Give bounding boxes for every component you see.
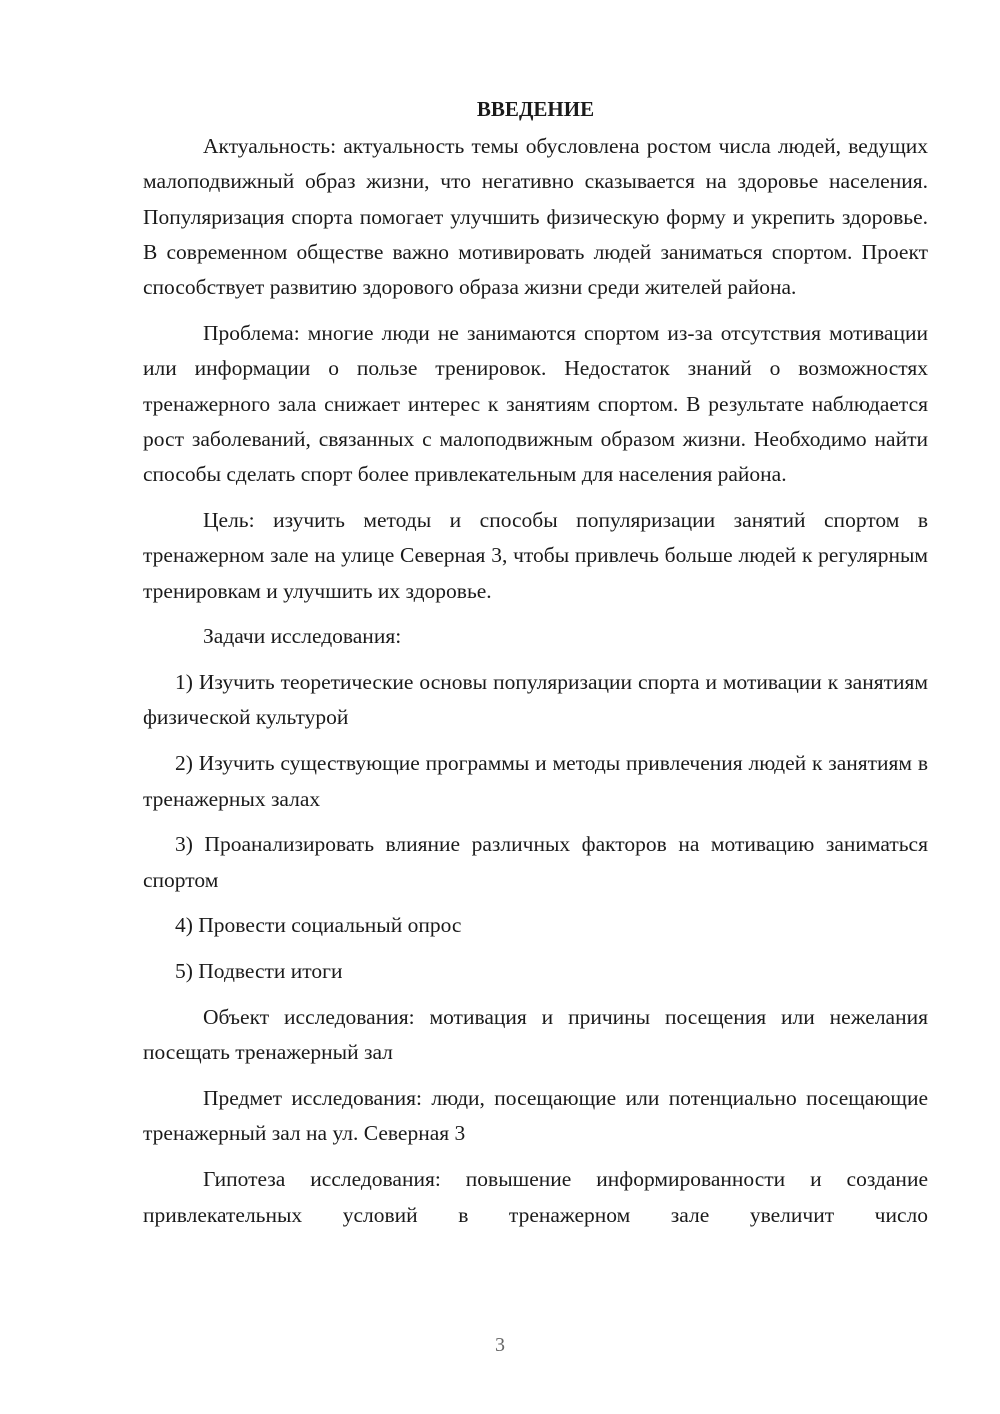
relevance-paragraph: Актуальность: актуальность темы обусловлена ростом числа людей, ведущих малоподвижный образ жизни, что негативно сказывается на здоровье населения. Популяризация спорта помогает улучшить физическую форму и укрепить здоровье. В современном обществе важно мотивировать людей заниматься спортом. Проект способствует развитию здорового образа жизни среди жителей района. [143, 134, 928, 300]
hypothesis-paragraph: Гипотеза исследования: повышение информированности и создание привлекательных условий в тренажерном зале увеличит число [143, 1167, 928, 1227]
task-item-3: 3) Проанализировать влияние различных факторов на мотивацию заниматься спортом [143, 832, 928, 892]
object-paragraph: Объект исследования: мотивация и причины посещения или нежелания посещать тренажерный зал [143, 1005, 928, 1065]
task-item-4: 4) Провести социальный опрос [175, 913, 462, 938]
section-heading: ВВЕДЕНИЕ [476, 97, 595, 121]
task-item-5: 5) Подвести итоги [175, 959, 343, 984]
goal-paragraph: Цель: изучить методы и способы популяризации занятий спортом в тренажерном зале на улице Северная 3, чтобы привлечь больше людей к регулярным тренировкам и улучшить их здоровье. [143, 507, 928, 603]
tasks-title: Задачи исследования: [203, 624, 402, 649]
task-item-2: 2) Изучить существующие программы и методы привлечения людей к занятиям в тренажерных залах [143, 751, 928, 811]
problem-paragraph: Проблема: многие люди не занимаются спортом из-за отсутствия мотивации или информации о пользе тренировок. Недостаток знаний о возможностях тренажерного зала снижает интерес к занятиям спортом. В результате наблюдается рост заболеваний, связанных с малоподвижным образом жизни. Необходимо найти способы сделать спорт более привлекательным для населения района. [143, 320, 928, 487]
subject-paragraph: Предмет исследования: люди, посещающие или потенциально посещающие тренажерный зал на ул. Северная 3 [143, 1086, 928, 1146]
document-page [143, 92, 928, 1233]
page-number: 3 [495, 1334, 505, 1356]
task-item-1: 1) Изучить теоретические основы популяризации спорта и мотивации к занятиям физической культурой [143, 670, 928, 730]
